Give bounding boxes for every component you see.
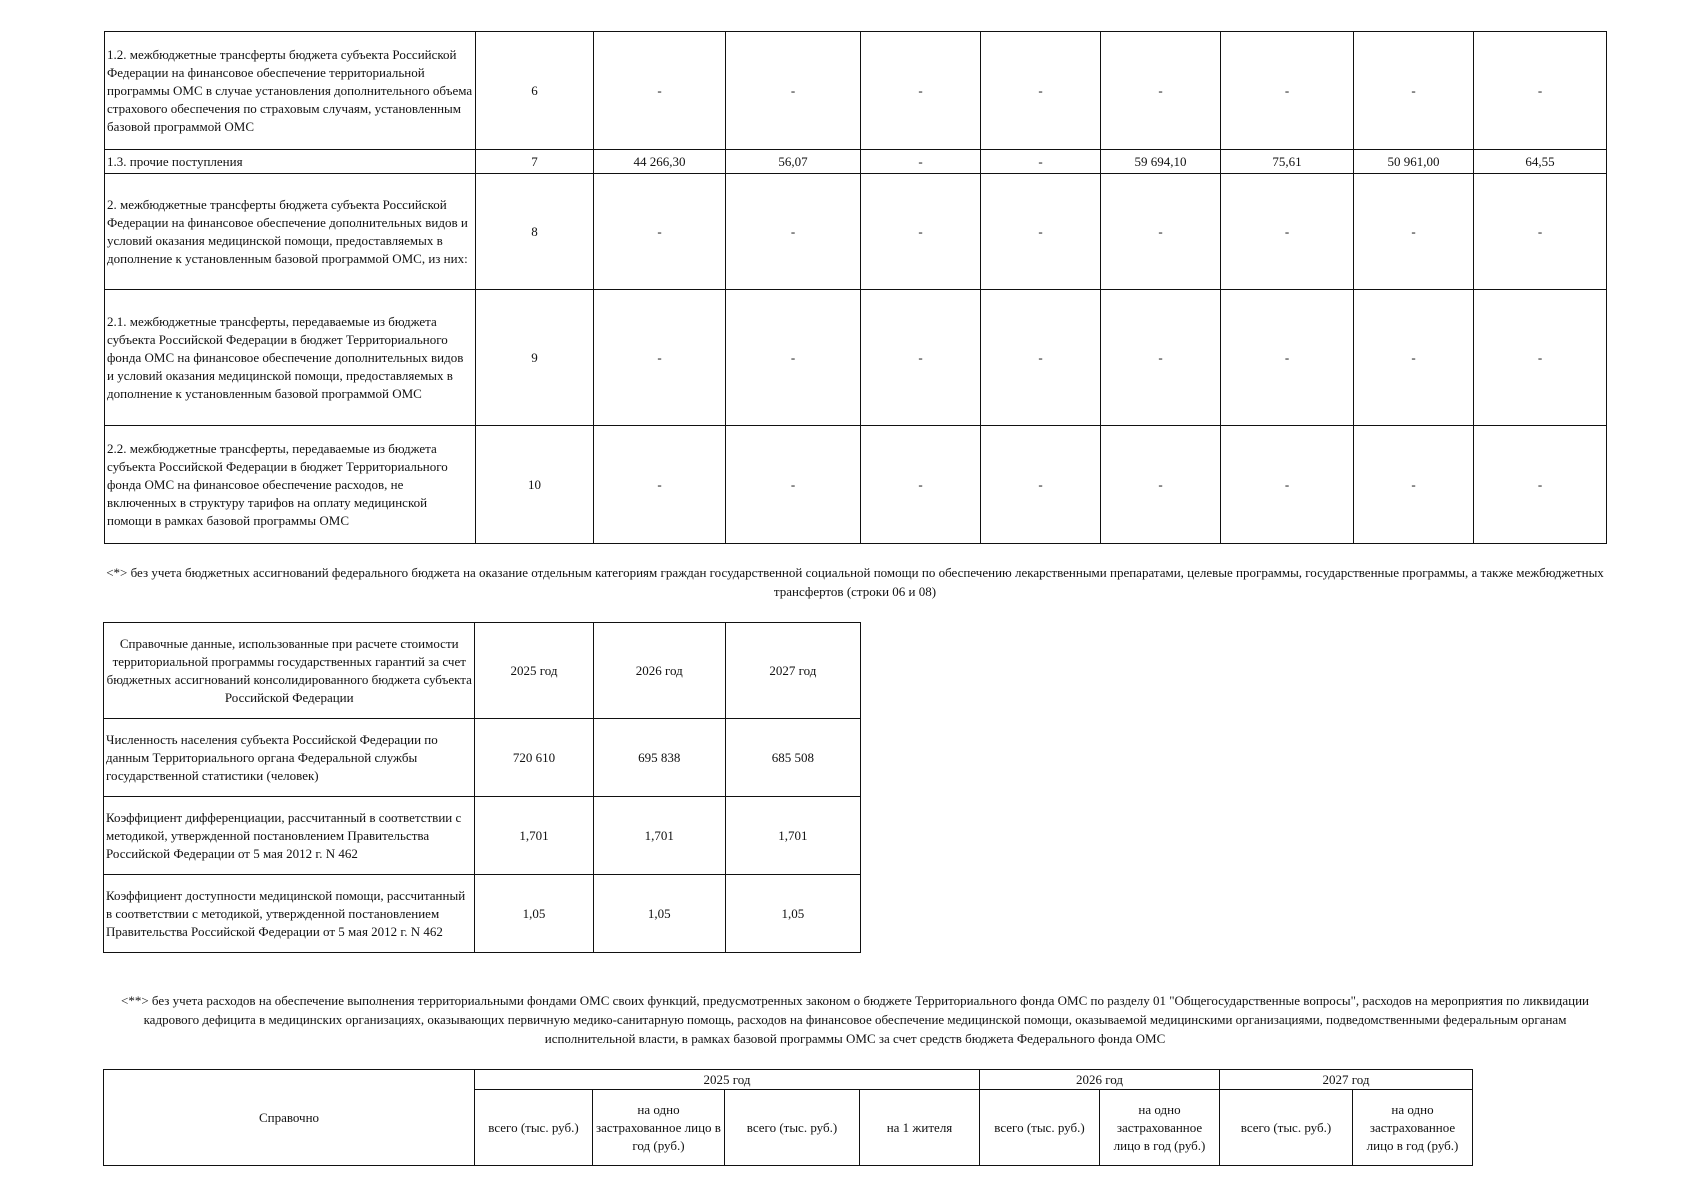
table-cell: 720 610 xyxy=(475,719,593,797)
table-row xyxy=(105,150,1607,174)
table-cell: - xyxy=(1221,426,1354,544)
column-header: всего (тыс. руб.) xyxy=(1220,1090,1353,1166)
column-header: 2027 год xyxy=(725,623,860,719)
table-cell: - xyxy=(594,426,726,544)
table-cell: - xyxy=(1101,290,1221,426)
table-cell: - xyxy=(981,290,1101,426)
footnote: <**> без учета расходов на обеспечение выполнения территориальными фондами ОМС своих функций, предусмотренных законом о бюджете Территориального фонда ОМС по разделу 01 "Общегосударственные вопросы", расходов на мероприятия по ликвидации кадрового дефицита в медицинских организациях, оказывающих первичную медико-санитарную помощь, расходов на финансовое обеспечение медицинской помощи, оказываемой медицинскими организациями, подведомственными федеральным органам исполнительной власти, в рамках базовой программы ОМС за счет средств бюджета Федерального фонда ОМС xyxy=(120,993,1589,1046)
column-header: 2026 год xyxy=(593,623,725,719)
column-header: 2025 год xyxy=(475,623,593,719)
table-row xyxy=(105,426,1607,544)
table-cell: - xyxy=(1354,290,1474,426)
table-cell: 1,05 xyxy=(593,875,725,953)
table-cell: 1,701 xyxy=(593,797,725,875)
row-number: 8 xyxy=(476,174,594,290)
table-cell: 50 961,00 xyxy=(1354,150,1474,174)
table-cell: - xyxy=(1354,32,1474,150)
table-row xyxy=(105,32,1607,150)
column-header: на одно застрахованное лицо в год (руб.) xyxy=(1353,1090,1473,1166)
table-cell: - xyxy=(1221,32,1354,150)
row-label: 1.2. межбюджетные трансферты бюджета субъекта Российской Федерации на финансовое обеспечение территориальной программы ОМС в случае установления дополнительного объема страхового обеспечения по страховым случаям, установленным базовой программой ОМС xyxy=(105,32,476,150)
table-cell: - xyxy=(726,290,861,426)
row-label: Коэффициент дифференциации, рассчитанный в соответствии с методикой, утвержденной постановлением Правительства Российской Федерации от 5 мая 2012 г. N 462 xyxy=(104,797,475,875)
table-cell: - xyxy=(981,150,1101,174)
table-cell: - xyxy=(1474,290,1607,426)
table-cell: - xyxy=(1354,174,1474,290)
footnote: <*> без учета бюджетных ассигнований федерального бюджета на оказание отдельным категориям граждан государственной социальной помощи по обеспечению лекарственными препаратами, целевые программы, государственные программы, а также межбюджетных трансфертов (строки 06 и 08) xyxy=(106,565,1604,599)
table-cell: - xyxy=(726,426,861,544)
row-number: 10 xyxy=(476,426,594,544)
table-cell: - xyxy=(726,174,861,290)
column-header: 2027 год xyxy=(1220,1070,1473,1090)
table-cell: - xyxy=(1474,32,1607,150)
table-cell: 56,07 xyxy=(726,150,861,174)
table-row xyxy=(105,174,1607,290)
table-cell: - xyxy=(594,32,726,150)
table-cell: - xyxy=(1101,426,1221,544)
table-cell: 1,05 xyxy=(475,875,593,953)
table-cell: 59 694,10 xyxy=(1101,150,1221,174)
column-header: 2025 год xyxy=(475,1070,980,1090)
table-cell: - xyxy=(861,426,981,544)
table-cell: - xyxy=(981,174,1101,290)
reference-header-table xyxy=(103,1069,1606,1166)
column-header: на одно застрахованное лицо в год (руб.) xyxy=(593,1090,725,1166)
table-cell: - xyxy=(1101,32,1221,150)
table-cell: - xyxy=(861,32,981,150)
table-cell: - xyxy=(861,290,981,426)
table-cell: - xyxy=(594,174,726,290)
table-cell: - xyxy=(1221,290,1354,426)
table-row xyxy=(105,290,1607,426)
table-row xyxy=(104,719,861,797)
table-cell: 64,55 xyxy=(1474,150,1607,174)
table-cell: - xyxy=(981,426,1101,544)
column-header: всего (тыс. руб.) xyxy=(725,1090,860,1166)
table-cell: 695 838 xyxy=(593,719,725,797)
column-header: на одно застрахованное лицо в год (руб.) xyxy=(1100,1090,1220,1166)
table-cell: 1,701 xyxy=(475,797,593,875)
table-cell: - xyxy=(861,174,981,290)
column-header: 2026 год xyxy=(980,1070,1220,1090)
row-label: 2.1. межбюджетные трансферты, передаваемые из бюджета субъекта Российской Федерации в бюджет Территориального фонда ОМС на финансовое обеспечение дополнительных видов и условий оказания медицинской помощи, предоставляемых в дополнение к установленным базовой программой ОМС xyxy=(105,290,476,426)
reference-data-table xyxy=(103,622,861,953)
table-row xyxy=(104,797,861,875)
budget-table xyxy=(104,31,1607,544)
row-number: 7 xyxy=(476,150,594,174)
row-label: 2. межбюджетные трансферты бюджета субъекта Российской Федерации на финансовое обеспечение дополнительных видов и условий оказания медицинской помощи, предоставляемых в дополнение к установленным базовой программой ОМС, из них: xyxy=(105,174,476,290)
table-cell: - xyxy=(861,150,981,174)
row-label: Численность населения субъекта Российской Федерации по данным Территориального органа Федеральной службы государственной статистики (человек) xyxy=(104,719,475,797)
table-cell: 685 508 xyxy=(725,719,860,797)
row-label: 2.2. межбюджетные трансферты, передаваемые из бюджета субъекта Российской Федерации в бюджет Территориального фонда ОМС на финансовое обеспечение расходов, не включенных в структуру тарифов на оплату медицинской помощи в рамках базовой программы ОМС xyxy=(105,426,476,544)
row-label: 1.3. прочие поступления xyxy=(105,150,476,174)
table-cell: - xyxy=(1221,174,1354,290)
column-header: всего (тыс. руб.) xyxy=(475,1090,593,1166)
table-cell: - xyxy=(1474,426,1607,544)
row-label: Коэффициент доступности медицинской помощи, рассчитанный в соответствии с методикой, утвержденной постановлением Правительства Российской Федерации от 5 мая 2012 г. N 462 xyxy=(104,875,475,953)
table-cell: - xyxy=(1101,174,1221,290)
column-header: Справочно xyxy=(104,1070,475,1166)
table-cell: 1,05 xyxy=(725,875,860,953)
table-cell: 44 266,30 xyxy=(594,150,726,174)
table-cell: 75,61 xyxy=(1221,150,1354,174)
row-number: 6 xyxy=(476,32,594,150)
table-cell: - xyxy=(1474,174,1607,290)
table-cell: 1,701 xyxy=(725,797,860,875)
table-cell: - xyxy=(1354,426,1474,544)
column-header: всего (тыс. руб.) xyxy=(980,1090,1100,1166)
table-header-row xyxy=(104,1070,1606,1090)
table-cell: - xyxy=(726,32,861,150)
column-header: Справочные данные, использованные при расчете стоимости территориальной программы государственных гарантий за счет бюджетных ассигнований консолидированного бюджета субъекта Российской Федерации xyxy=(104,623,475,719)
column-header: на 1 жителя xyxy=(860,1090,980,1166)
table-cell: - xyxy=(594,290,726,426)
row-number: 9 xyxy=(476,290,594,426)
table-cell: - xyxy=(981,32,1101,150)
table-header-row xyxy=(104,623,861,719)
table-row xyxy=(104,875,861,953)
